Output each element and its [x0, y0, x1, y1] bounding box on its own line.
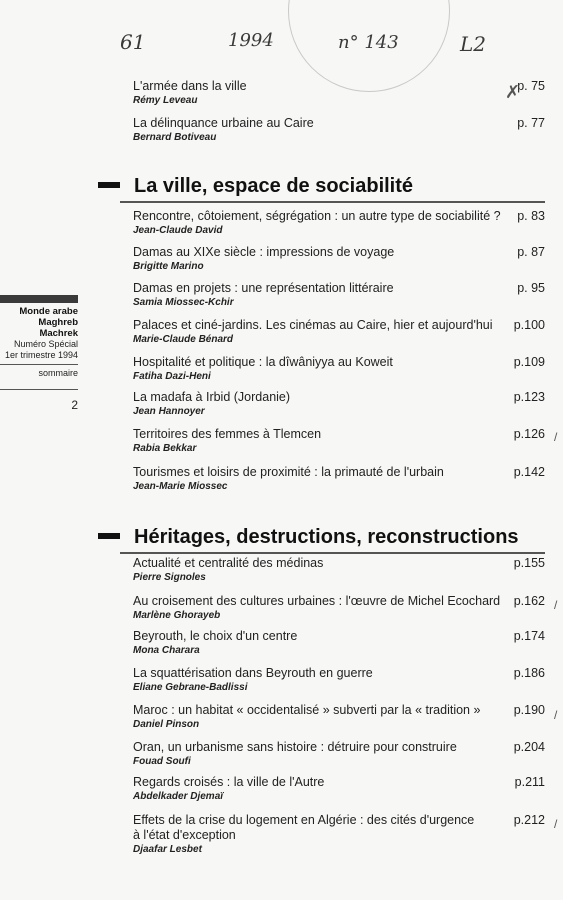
entry-title: La madafa à Irbid (Jordanie) [133, 390, 291, 404]
entry-author: Abdelkader Djemaï [133, 791, 224, 802]
entry-page: p.155 [513, 556, 545, 570]
entry-page: p.109 [513, 355, 545, 369]
entry-page: p.190 [513, 703, 545, 717]
entry-title: Rencontre, côtoiement, ségrégation : un autre type de sociabilité ? [133, 209, 501, 223]
pencil-mark: / [554, 598, 558, 612]
pencil-mark: / [554, 430, 558, 444]
sidebar-bar [0, 295, 78, 303]
toc-entry [133, 813, 478, 855]
entry-author: Fatiha Dazi-Heni [133, 371, 211, 382]
entry-title: La délinquance urbaine au Caire [133, 116, 314, 130]
section-title: La ville, espace de sociabilité [134, 175, 414, 197]
section-heading [98, 175, 413, 198]
entry-author: Brigitte Marino [133, 261, 204, 272]
handwritten-initials: L2 [460, 32, 487, 56]
section-rule [120, 201, 545, 203]
entry-author: Marlène Ghorayeb [133, 610, 221, 621]
trimester: 1er trimestre 1994 [4, 350, 78, 360]
entry-author: Jean-Marie Miossec [133, 481, 228, 492]
entry-page: p.211 [514, 775, 545, 789]
entry-page: p.204 [513, 740, 545, 754]
special-issue: Numéro Spécial [13, 339, 78, 349]
entry-page: p. 75 [517, 79, 545, 93]
entry-page: p. 87 [517, 245, 545, 259]
handwritten-year: 1994 [228, 30, 274, 51]
toc-entry [133, 740, 553, 767]
entry-page: p.126 [513, 427, 545, 441]
entry-page: p. 95 [517, 281, 545, 295]
handwritten-issue: n° 143 [338, 32, 399, 53]
section-bullet [98, 182, 120, 188]
journal-sidebar [0, 295, 78, 412]
entry-title: Palaces et ciné-jardins. Les cinémas au Caire, hier et aujourd'hui [133, 318, 493, 332]
section-title: Héritages, destructions, reconstructions [134, 526, 519, 548]
entry-author: Daniel Pinson [133, 719, 200, 730]
entry-title: La squattérisation dans Beyrouth en guerre [133, 666, 373, 680]
handwritten-number: 61 [120, 30, 146, 54]
toc-entry [133, 390, 553, 417]
journal-name: Monde arabe [19, 306, 78, 317]
toc-entry [133, 355, 553, 382]
entry-page: p.123 [513, 390, 545, 404]
toc-entry [133, 465, 553, 492]
entry-author: Mona Charara [133, 645, 200, 656]
entry-title: Territoires des femmes à Tlemcen [133, 427, 322, 441]
toc-entry [133, 629, 553, 656]
page-number: 2 [71, 398, 78, 412]
toc-entry [133, 318, 553, 345]
entry-title: Damas en projets : une représentation littéraire [133, 281, 394, 295]
divider [0, 389, 78, 390]
entry-page: p.186 [513, 666, 545, 680]
entry-page: p. 77 [517, 116, 545, 130]
entry-author: Rémy Leveau [133, 95, 198, 106]
entry-author: Fouad Soufi [133, 756, 191, 767]
section-label: sommaire [38, 368, 78, 378]
pencil-mark: / [554, 708, 558, 722]
toc-entry [133, 116, 553, 143]
journal-name: Maghreb [38, 317, 78, 328]
entry-title: Tourismes et loisirs de proximité : la primauté de l'urbain [133, 465, 444, 479]
toc-entry [133, 79, 553, 106]
section-rule [120, 552, 545, 554]
entry-page: p. 83 [517, 209, 545, 223]
entry-page: p.162 [513, 594, 545, 608]
entry-author: Jean-Claude David [133, 225, 223, 236]
entry-author: Eliane Gebrane-Badlissi [133, 682, 248, 693]
entry-title: Effets de la crise du logement en Algérie : des cités d'urgence à l'état d'exception [133, 813, 475, 842]
entry-author: Rabia Bekkar [133, 443, 197, 454]
entry-author: Pierre Signoles [133, 572, 206, 583]
entry-page: p.174 [513, 629, 545, 643]
toc-entry [133, 556, 553, 583]
entry-author: Marie-Claude Bénard [133, 334, 234, 345]
entry-page: p.142 [513, 465, 545, 479]
entry-title: Beyrouth, le choix d'un centre [133, 629, 298, 643]
entry-author: Jean Hannoyer [133, 406, 205, 417]
entry-author: Bernard Botiveau [133, 132, 217, 143]
toc-entry [133, 703, 553, 730]
entry-title: Oran, un urbanisme sans histoire : détruire pour construire [133, 740, 457, 754]
toc-entry [133, 594, 553, 621]
divider [0, 364, 78, 365]
entry-title: Actualité et centralité des médinas [133, 556, 324, 570]
pencil-mark: ✗ [505, 82, 521, 102]
entry-title: Maroc : un habitat « occidentalisé » subverti par la « tradition » [133, 703, 481, 717]
toc-entry [133, 209, 553, 236]
pencil-mark: / [554, 817, 558, 831]
toc-entry [133, 427, 553, 454]
entry-title: Damas au XIXe siècle : impressions de voyage [133, 245, 395, 259]
entry-title: Regards croisés : la ville de l'Autre [133, 775, 325, 789]
toc-entry [133, 281, 553, 308]
entry-page: p.100 [513, 318, 545, 332]
entry-title: Au croisement des cultures urbaines : l'œuvre de Michel Ecochard [133, 594, 501, 608]
entry-author: Samia Miossec-Kchir [133, 297, 234, 308]
entry-title: Hospitalité et politique : la dîwâniyya au Koweit [133, 355, 393, 369]
journal-name: Machrek [39, 328, 78, 339]
toc-entry [133, 245, 553, 272]
entry-title: L'armée dans la ville [133, 79, 247, 93]
entry-author: Djaafar Lesbet [133, 844, 202, 855]
section-bullet [98, 533, 120, 539]
section-heading [98, 526, 519, 549]
toc-entry [133, 775, 553, 802]
toc-entry [133, 666, 553, 693]
entry-page: p.212 [513, 813, 545, 827]
